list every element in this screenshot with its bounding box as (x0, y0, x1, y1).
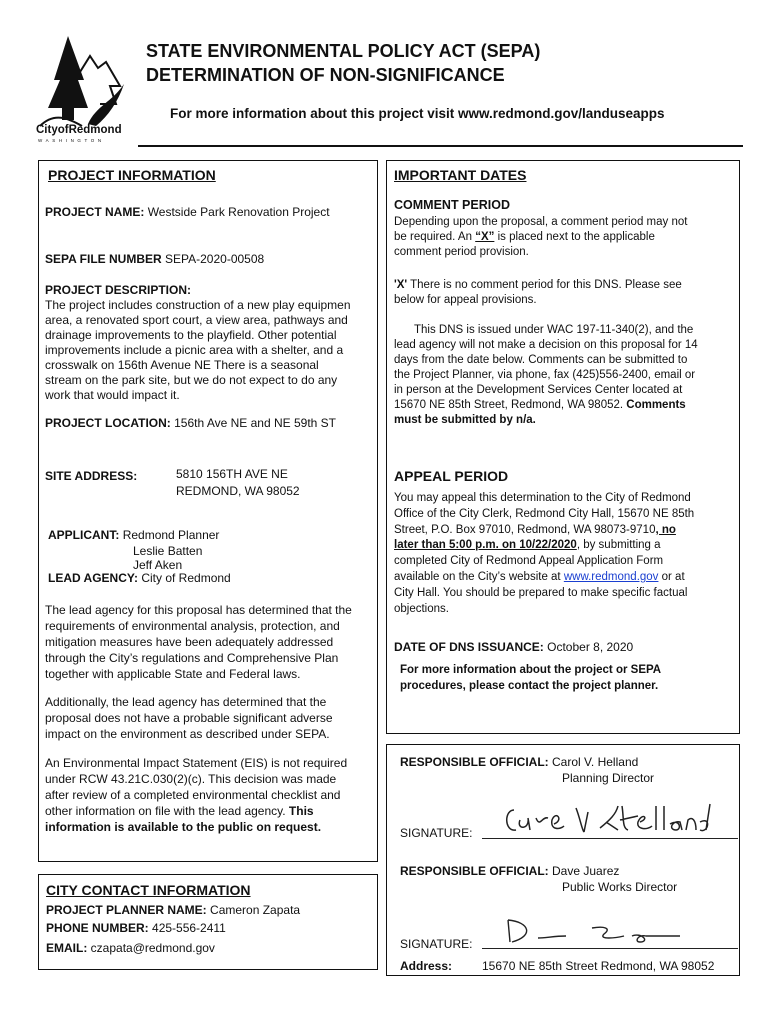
appeal-deadline: later than 5:00 p.m. on 10/22/2020 (394, 539, 577, 552)
city-logo-text: CityofRedmond (36, 124, 122, 136)
wac-text-bold: Comments (626, 399, 686, 411)
no-comment-x-marker: 'X' (394, 279, 408, 291)
more-info-line: For more information about this project visit www.redmond.gov/landuseapps (170, 106, 665, 121)
desc-line: area, a renovated sport court, a view area, pathways and (45, 313, 348, 327)
applicant-line1: Redmond Planner (122, 528, 220, 542)
no-comment-line: below for appeal provisions. (394, 294, 537, 306)
responsible-official-2 (400, 864, 619, 879)
applicant-line2: Leslie Batten (133, 544, 203, 558)
dns-issuance-value: October 8, 2020 (547, 640, 634, 654)
responsible-official-name: Dave Juarez (552, 864, 620, 878)
appeal-line: City Hall. You should be prepared to make specific factual (394, 586, 688, 599)
responsible-official-label: RESPONSIBLE OFFICIAL: (400, 755, 549, 769)
comment-line: comment period provision. (394, 246, 529, 258)
para-text: other information on file with the lead agency. (45, 804, 289, 818)
site-address-line: 5810 156TH AVE NE (176, 467, 288, 481)
applicant-label: APPLICANT: (48, 528, 120, 542)
page-title-line2: DETERMINATION OF NON-SIGNIFICANCE (146, 65, 505, 85)
appeal-text: or at (658, 570, 685, 583)
para-text-bold: This (288, 804, 314, 818)
dns-issuance-date (394, 640, 633, 655)
city-logo-subtext: WASHINGTON (38, 138, 105, 143)
appeal-deadline: , no (655, 523, 676, 536)
wac-line: the Project Planner, via phone, fax (425)556-2400, email or (394, 369, 696, 381)
wac-text: 15670 NE 85th Street, Redmond, WA 98052. (394, 399, 627, 411)
para-line: information is available to the public on request. (45, 820, 322, 834)
project-location (45, 416, 336, 431)
city-logo-mark (34, 28, 134, 128)
wac-line (394, 398, 734, 413)
project-planner (46, 903, 300, 918)
contact-note-line: procedures, please contact the project planner. (400, 680, 659, 692)
signature-label-1: SIGNATURE: (400, 826, 473, 840)
comment-text: is placed next to the applicable (494, 231, 655, 243)
wac-line: in person at the Development Services Center located at (394, 384, 683, 396)
project-location-value: 156th Ave NE and NE 59th ST (174, 416, 337, 430)
para-line: through the City’s regulations and Comprehensive Plan (45, 651, 339, 665)
desc-line: crosswalk on 156th Avenue NE There is a seasonal (45, 358, 319, 372)
comment-line (394, 230, 734, 245)
no-comment-line (394, 278, 734, 293)
desc-line: work that would impact it. (45, 388, 180, 402)
signature-label-2: SIGNATURE: (400, 937, 473, 951)
para-line: mitigation measures have been adequately addressed (45, 635, 334, 649)
appeal-line: completed City of Redmond Appeal Application Form (394, 555, 664, 568)
site-address-value (176, 467, 300, 499)
email-value: czapata@redmond.gov (90, 941, 215, 955)
no-comment-provision (394, 278, 734, 308)
wac-line: lead agency will not make a decision on this proposal for 14 (394, 339, 698, 351)
para-line: together with applicable State and Federal laws. (45, 667, 301, 681)
appeal-line (394, 570, 734, 586)
contact-note-line: For more information about the project or SEPA (400, 664, 662, 676)
important-dates-title: IMPORTANT DATES (394, 167, 527, 183)
project-description (45, 298, 375, 403)
appeal-text: available on the City’s website at (394, 570, 564, 583)
appeal-line: You may appeal this determination to the City of Redmond (394, 492, 691, 504)
site-address-label: SITE ADDRESS: (45, 469, 138, 483)
project-location-label: PROJECT LOCATION: (45, 416, 171, 430)
city-contact-title: CITY CONTACT INFORMATION (46, 882, 251, 898)
para-line: proposal does not have a probable significant adverse (45, 711, 333, 725)
desc-line: improvements include a picnic area with a shelter, and a (45, 343, 344, 357)
comment-x-marker: “X” (475, 231, 495, 243)
redmond-website-link[interactable]: www.redmond.gov (563, 570, 659, 583)
desc-line: stream on the park site, but we do not expect to do any (45, 373, 338, 387)
officials-address (400, 959, 452, 974)
dns-issuance-label: DATE OF DNS ISSUANCE: (394, 640, 544, 654)
responsible-official-1-title: Planning Director (562, 771, 655, 785)
para-line: requirements of environmental analysis, protection, and (45, 619, 340, 633)
comment-period-text (394, 215, 734, 260)
sepa-file-label: SEPA FILE NUMBER (45, 252, 162, 266)
appeal-period-title: APPEAL PERIOD (394, 468, 509, 484)
site-address-line: REDMOND, WA 98052 (176, 484, 300, 498)
page-title-line1: STATE ENVIRONMENTAL POLICY ACT (SEPA) (146, 41, 541, 61)
lead-agency-determination (45, 602, 375, 682)
address-label: Address: (400, 959, 453, 973)
project-name-value: Westside Park Renovation Project (147, 205, 330, 219)
eis-statement (45, 755, 375, 835)
email-label: EMAIL: (46, 941, 88, 955)
para-line: The lead agency for this proposal has determined that the (45, 603, 352, 617)
para-line: after review of a completed environmental checklist and (45, 788, 341, 802)
lead-agency (48, 571, 231, 586)
para-line: An Environmental Impact Statement (EIS) is not required (45, 756, 348, 770)
significance-statement (45, 694, 375, 742)
sepa-file-value: SEPA-2020-00508 (165, 252, 265, 266)
project-description-label: PROJECT DESCRIPTION: (45, 283, 192, 297)
para-line: impact on the environment as described under SEPA. (45, 727, 330, 741)
email (46, 941, 215, 956)
para-line (45, 803, 375, 819)
appeal-period-text (394, 491, 734, 617)
appeal-line (394, 538, 734, 554)
project-planner-label: PROJECT PLANNER NAME: (46, 903, 207, 917)
comment-period-title: COMMENT PERIOD (394, 198, 510, 212)
comment-text: be required. An (394, 231, 476, 243)
wac-line: This DNS is issued under WAC 197-11-340(2), and the (414, 324, 694, 336)
appeal-line (394, 523, 734, 539)
responsible-official-2-title: Public Works Director (562, 880, 678, 894)
responsible-official-label: RESPONSIBLE OFFICIAL: (400, 864, 549, 878)
sepa-file-number (45, 252, 264, 267)
contact-planner-note (400, 662, 661, 694)
header-rule (138, 145, 743, 147)
phone-number-label: PHONE NUMBER: (46, 921, 149, 935)
desc-line: drainage improvements to the playfield. Other potential (45, 328, 337, 342)
appeal-text: , by submitting a (576, 539, 661, 552)
lead-agency-value: City of Redmond (141, 571, 231, 585)
comment-line: Depending upon the proposal, a comment period may not (394, 216, 688, 228)
lead-agency-label: LEAD AGENCY: (48, 571, 138, 585)
applicant-line3: Jeff Aken (133, 558, 183, 572)
project-name (45, 205, 330, 220)
responsible-official-name: Carol V. Helland (552, 755, 639, 769)
para-line: under RCW 43.21C.030(2)(c). This decision was made (45, 772, 337, 786)
wac-line: days from the date below. Comments can be submitted to (394, 354, 688, 366)
project-name-label: PROJECT NAME: (45, 205, 145, 219)
address-value: 15670 NE 85th Street Redmond, WA 98052 (482, 959, 715, 973)
appeal-line: objections. (394, 602, 449, 615)
phone-number (46, 921, 226, 936)
project-planner-value: Cameron Zapata (210, 903, 301, 917)
signature-line-2 (482, 948, 738, 949)
wac-line: must be submitted by n/a. (394, 414, 536, 426)
no-comment-text: There is no comment period for this DNS. Please see (407, 279, 682, 291)
responsible-official-1 (400, 755, 638, 770)
appeal-text: Street, P.O. Box 97010, Redmond, WA 98073-9710 (394, 523, 656, 536)
phone-number-value: 425-556-2411 (152, 921, 226, 935)
signature-juarez (500, 914, 700, 948)
project-information-title: PROJECT INFORMATION (48, 167, 216, 183)
signature-helland (500, 800, 720, 842)
applicant (48, 528, 219, 543)
para-line: Additionally, the lead agency has determined that the (45, 695, 327, 709)
desc-line: The project includes construction of a new play equipmen (45, 298, 351, 312)
city-logo (34, 28, 134, 146)
wac-provision (394, 323, 734, 428)
appeal-line: Office of the City Clerk, Redmond City Hall, 15670 NE 85th (394, 507, 695, 520)
